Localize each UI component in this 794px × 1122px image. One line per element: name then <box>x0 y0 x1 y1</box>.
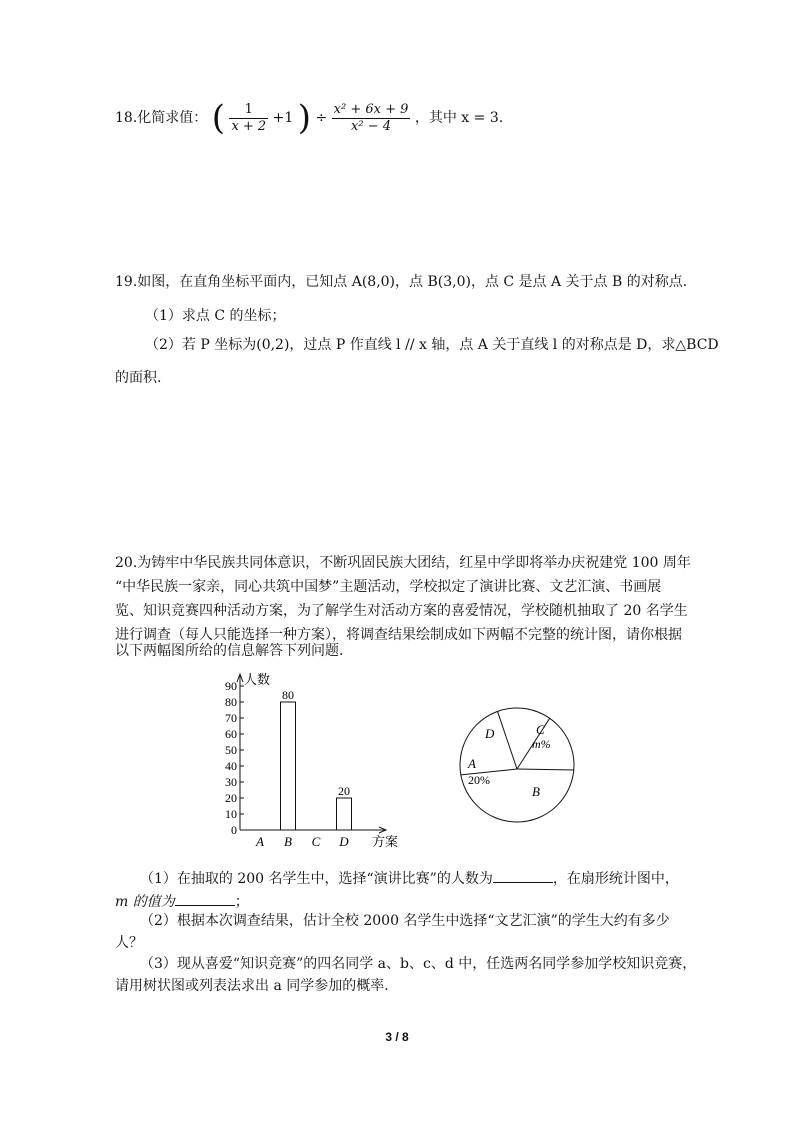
x-tick-label: D <box>339 834 349 849</box>
x-tick-label: B <box>284 834 292 849</box>
q20-part1-cont: m 的值为 ； <box>115 891 249 912</box>
y-tick-label: 70 <box>225 711 237 725</box>
bar-value-label: 80 <box>282 688 294 702</box>
y-axis-label: 人数 <box>244 672 271 687</box>
x-tick-label: A <box>256 834 264 849</box>
pie-slice-label: B <box>532 784 540 799</box>
bar <box>281 702 296 830</box>
question-18: 18.化简求值： ( $\frac{1}{x + 2}$ +1 ) ÷ $\frac{\text{x² + 6x + 9}}{\text{x² − 4}}$ ，其中 x = 3. <box>115 98 504 138</box>
pie-chart <box>452 700 582 830</box>
q19-stem: 19.如图，在直角坐标平面内，已知点 A(8,0)，点 B(3,0)，点 C 是点 A 关于点 B 的对称点. <box>115 274 688 290</box>
y-tick-label: 10 <box>225 807 237 821</box>
bar <box>337 798 352 830</box>
y-tick-label: 50 <box>225 743 237 757</box>
x-tick-label: C <box>311 834 321 849</box>
pie-slice-label: D <box>485 726 495 741</box>
q19-part2-cont: 的面积. <box>115 370 162 386</box>
pie-slice-value: 20% <box>468 773 490 787</box>
y-tick-label: 40 <box>225 759 237 773</box>
q19-part2: （2）若 P 坐标为(0,2)，过点 P 作直线 l // x 轴，点 A 关于直线 l 的对称点是 D，求△BCD <box>145 337 719 353</box>
q20-stem-line: 览、知识竞赛四种活动方案，为了解学生对活动方案的喜爱情况，学校随机抽取了 20 名学生 <box>115 603 688 619</box>
q18-condition: ，其中 x = 3. <box>414 110 504 126</box>
q20-stem-line: “中华民族一家亲，同心共筑中国梦”主题活动，学校拟定了演讲比赛、文艺汇演、书画展 <box>115 579 662 595</box>
answer-blank[interactable] <box>175 891 235 906</box>
q20-stem-line: 20.为铸牢中华民族共同体意识，不断巩固民族大团结，红星中学即将举办庆祝建党 100 周年 <box>115 555 691 571</box>
pie-slice-label: C <box>536 722 545 737</box>
answer-blank[interactable] <box>493 868 553 883</box>
bar-chart <box>210 668 410 850</box>
y-tick-label: 80 <box>225 695 237 709</box>
y-tick-label: 30 <box>225 775 237 789</box>
q20-stem-line: 以下两幅图所给的信息解答下列问题. <box>115 643 344 659</box>
pie-outline <box>460 708 574 822</box>
q19-part1: （1）求点 C 的坐标； <box>145 308 286 324</box>
q18-label: 18.化简求值： <box>115 110 208 126</box>
y-tick-label: 90 <box>225 679 237 693</box>
pie-slice-value: m% <box>532 737 551 751</box>
q20-part3-cont: 请用树状图或列表法求出 a 同学参加的概率. <box>115 978 389 994</box>
y-tick-label: 20 <box>225 791 237 805</box>
y-tick-label: 0 <box>231 823 237 837</box>
pie-slice-label: A <box>468 756 476 771</box>
y-tick-label: 60 <box>225 727 237 741</box>
q18-fraction-1: $\frac{1}{x + 2}$ <box>231 101 267 134</box>
page-number: 3 / 8 <box>385 1030 409 1044</box>
q18-fraction-2: $\frac{\text{x² + 6x + 9}}{\text{x² − 4}}$ <box>333 101 409 134</box>
bar-value-label: 20 <box>338 784 350 798</box>
q20-part2-cont: 人？ <box>115 935 143 951</box>
q20-part3: （3）现从喜爱“知识竞赛”的四名同学 a、b、c、d 中，任选两名同学参加学校知识竞赛， <box>140 956 697 972</box>
q20-part2: （2）根据本次调查结果，估计全校 2000 名学生中选择“文艺汇演”的学生大约有多少 <box>140 913 670 929</box>
q20-stem-line: 进行调查（每人只能选择一种方案），将调查结果绘制成如下两幅不完整的统计图，请你根据 <box>115 627 682 643</box>
q20-part1: （1）在抽取的 200 名学生中，选择“演讲比赛”的人数为 ，在扇形统计图中， <box>140 868 679 889</box>
x-axis-label: 方案 <box>372 834 399 849</box>
